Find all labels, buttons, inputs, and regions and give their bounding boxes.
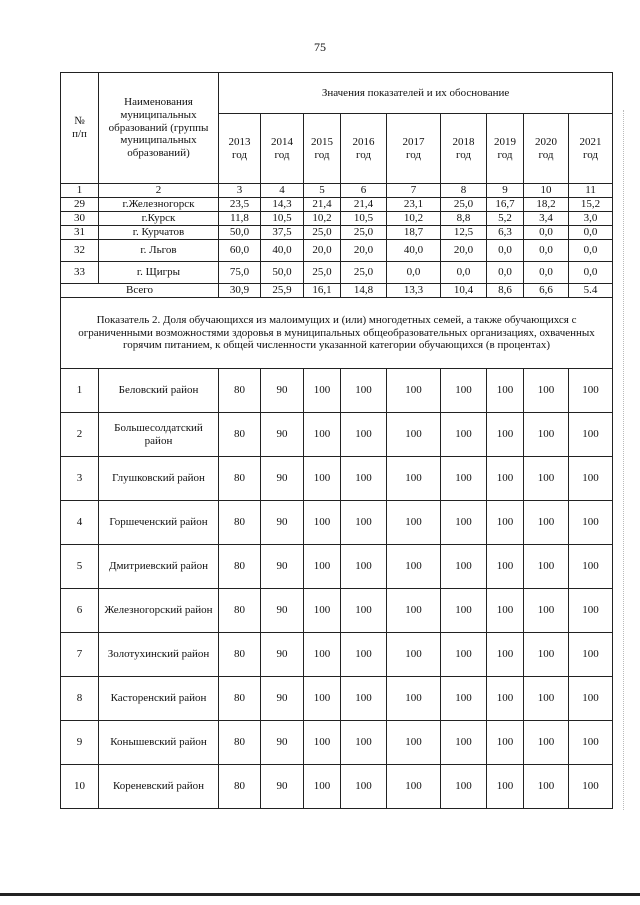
row-num: 3 — [61, 457, 99, 501]
row-value: 80 — [219, 677, 261, 721]
row-value: 100 — [569, 765, 613, 809]
row-value: 100 — [387, 501, 441, 545]
row-value: 100 — [304, 633, 341, 677]
row-value: 100 — [524, 589, 569, 633]
column-numbers-row — [61, 184, 613, 198]
row-value: 80 — [219, 369, 261, 413]
column-number: 2 — [99, 184, 219, 198]
row-value: 100 — [487, 413, 524, 457]
row-value: 100 — [487, 589, 524, 633]
total-value: 14,8 — [341, 284, 387, 298]
row-value: 90 — [261, 677, 304, 721]
row-value: 80 — [219, 633, 261, 677]
row-name: г.Курск — [99, 212, 219, 226]
row-name: Кореневский район — [99, 765, 219, 809]
row-value: 25,0 — [441, 198, 487, 212]
row-value: 90 — [261, 633, 304, 677]
table-row — [61, 226, 613, 240]
year-unit: год — [538, 148, 554, 161]
row-value: 100 — [387, 633, 441, 677]
row-value: 0,0 — [569, 226, 613, 240]
row-value: 100 — [569, 413, 613, 457]
row-value: 23,5 — [219, 198, 261, 212]
row-value: 100 — [487, 545, 524, 589]
row-value: 90 — [261, 413, 304, 457]
row-value: 100 — [569, 545, 613, 589]
row-value: 100 — [524, 369, 569, 413]
header-year — [487, 114, 524, 184]
row-value: 90 — [261, 369, 304, 413]
row-num: 2 — [61, 413, 99, 457]
row-value: 90 — [261, 545, 304, 589]
row-value: 100 — [304, 501, 341, 545]
row-num: 31 — [61, 226, 99, 240]
row-value: 100 — [341, 369, 387, 413]
row-value: 80 — [219, 545, 261, 589]
table-row — [61, 457, 613, 501]
header-year — [219, 114, 261, 184]
row-name: г. Курчатов — [99, 226, 219, 240]
column-number: 5 — [304, 184, 341, 198]
row-value: 14,3 — [261, 198, 304, 212]
row-value: 100 — [441, 765, 487, 809]
row-value: 100 — [569, 457, 613, 501]
column-number: 1 — [61, 184, 99, 198]
row-value: 18,2 — [524, 198, 569, 212]
row-value: 100 — [304, 457, 341, 501]
total-label: Всего — [61, 284, 219, 298]
row-value: 100 — [387, 589, 441, 633]
section-title: Показатель 2. Доля обучающихся из малоимущих и (или) многодетных семей, а также обучающихся с ограниченными возможностями здоровья в муниципальных общеобразовательных организациях, охваченных горячим питанием, к общей численности указанной категории обучающихся (в процентах) — [61, 298, 613, 369]
row-name: Золотухинский район — [99, 633, 219, 677]
year-label: 2015 — [311, 135, 333, 148]
year-unit: год — [314, 148, 330, 161]
header-year — [387, 114, 441, 184]
row-name: Дмитриевский район — [99, 545, 219, 589]
header-year — [304, 114, 341, 184]
scan-margin-marks — [623, 110, 625, 810]
row-value: 80 — [219, 501, 261, 545]
section-row — [61, 298, 613, 369]
row-value: 0,0 — [487, 262, 524, 284]
row-value: 0,0 — [524, 226, 569, 240]
row-value: 16,7 — [487, 198, 524, 212]
header-name: Наименования муниципальных образований (группы муниципальных образований) — [99, 73, 219, 184]
row-value: 100 — [524, 501, 569, 545]
row-value: 80 — [219, 765, 261, 809]
year-unit: год — [274, 148, 290, 161]
row-value: 23,1 — [387, 198, 441, 212]
page-number: 75 — [314, 40, 326, 54]
row-value: 100 — [487, 369, 524, 413]
table-row — [61, 545, 613, 589]
row-num: 30 — [61, 212, 99, 226]
header-year — [524, 114, 569, 184]
row-value: 100 — [487, 765, 524, 809]
total-value: 30,9 — [219, 284, 261, 298]
row-value: 25,0 — [304, 262, 341, 284]
row-value: 6,3 — [487, 226, 524, 240]
year-unit: год — [405, 148, 422, 161]
year-label: 2019 — [494, 135, 516, 148]
row-value: 100 — [304, 677, 341, 721]
row-value: 11,8 — [219, 212, 261, 226]
row-value: 18,7 — [387, 226, 441, 240]
row-value: 80 — [219, 589, 261, 633]
row-name: Касторенский район — [99, 677, 219, 721]
row-value: 0,0 — [387, 262, 441, 284]
column-number: 11 — [569, 184, 613, 198]
total-value: 10,4 — [441, 284, 487, 298]
row-name: г. Льгов — [99, 240, 219, 262]
row-value: 80 — [219, 721, 261, 765]
row-num: 4 — [61, 501, 99, 545]
row-value: 40,0 — [387, 240, 441, 262]
row-num: 29 — [61, 198, 99, 212]
row-value: 100 — [441, 633, 487, 677]
row-value: 3,0 — [569, 212, 613, 226]
table-row — [61, 677, 613, 721]
row-value: 0,0 — [569, 262, 613, 284]
header-year — [261, 114, 304, 184]
header-row — [61, 73, 613, 114]
row-value: 100 — [441, 501, 487, 545]
row-name: Большесолдатский район — [99, 413, 219, 457]
row-value: 15,2 — [569, 198, 613, 212]
total-value: 6,6 — [524, 284, 569, 298]
year-label: 2018 — [452, 135, 475, 148]
row-value: 100 — [524, 545, 569, 589]
row-name: Железногорский район — [99, 589, 219, 633]
row-name: Беловский район — [99, 369, 219, 413]
row-value: 100 — [524, 677, 569, 721]
header-num: № п/п — [61, 73, 99, 184]
table-row — [61, 262, 613, 284]
row-value: 100 — [304, 765, 341, 809]
row-num: 6 — [61, 589, 99, 633]
row-value: 100 — [524, 721, 569, 765]
table-row — [61, 589, 613, 633]
row-value: 21,4 — [304, 198, 341, 212]
row-value: 100 — [341, 677, 387, 721]
row-num: 8 — [61, 677, 99, 721]
header-year — [569, 114, 613, 184]
row-value: 10,2 — [387, 212, 441, 226]
year-unit: год — [455, 148, 472, 161]
row-value: 100 — [341, 721, 387, 765]
row-name: г.Железногорск — [99, 198, 219, 212]
year-label: 2014 — [271, 135, 293, 148]
row-num: 33 — [61, 262, 99, 284]
row-value: 100 — [441, 589, 487, 633]
row-value: 100 — [341, 633, 387, 677]
row-num: 9 — [61, 721, 99, 765]
row-value: 100 — [524, 633, 569, 677]
row-num: 10 — [61, 765, 99, 809]
row-value: 50,0 — [219, 226, 261, 240]
table-row — [61, 413, 613, 457]
row-name: Конышевский район — [99, 721, 219, 765]
row-num: 7 — [61, 633, 99, 677]
row-value: 75,0 — [219, 262, 261, 284]
row-value: 20,0 — [341, 240, 387, 262]
row-value: 0,0 — [441, 262, 487, 284]
row-value: 90 — [261, 457, 304, 501]
row-value: 100 — [387, 545, 441, 589]
row-value: 100 — [387, 457, 441, 501]
row-value: 40,0 — [261, 240, 304, 262]
column-number: 9 — [487, 184, 524, 198]
bottom-rule — [0, 893, 640, 896]
row-value: 100 — [341, 413, 387, 457]
table-row — [61, 198, 613, 212]
year-label: 2013 — [228, 135, 251, 148]
row-value: 0,0 — [569, 240, 613, 262]
row-value: 20,0 — [304, 240, 341, 262]
table-row — [61, 721, 613, 765]
year-unit: год — [355, 148, 372, 161]
row-value: 90 — [261, 765, 304, 809]
row-value: 60,0 — [219, 240, 261, 262]
row-name: г. Щигры — [99, 262, 219, 284]
row-value: 21,4 — [341, 198, 387, 212]
total-value: 25,9 — [261, 284, 304, 298]
row-name: Горшеченский район — [99, 501, 219, 545]
row-value: 0,0 — [487, 240, 524, 262]
year-unit: год — [497, 148, 513, 161]
total-value: 5.4 — [569, 284, 613, 298]
table-row — [61, 765, 613, 809]
row-value: 3,4 — [524, 212, 569, 226]
row-value: 10,5 — [261, 212, 304, 226]
table-row — [61, 633, 613, 677]
row-value: 25,0 — [341, 226, 387, 240]
row-value: 80 — [219, 457, 261, 501]
year-label: 2021 — [579, 135, 602, 148]
row-value: 80 — [219, 413, 261, 457]
row-value: 12,5 — [441, 226, 487, 240]
row-value: 100 — [341, 501, 387, 545]
row-name: Глушковский район — [99, 457, 219, 501]
row-value: 100 — [441, 677, 487, 721]
row-value: 100 — [387, 677, 441, 721]
column-number: 8 — [441, 184, 487, 198]
row-value: 100 — [387, 765, 441, 809]
row-num: 5 — [61, 545, 99, 589]
row-value: 100 — [487, 633, 524, 677]
row-value: 100 — [441, 721, 487, 765]
row-value: 100 — [304, 545, 341, 589]
header-values: Значения показателей и их обоснование — [219, 73, 613, 114]
row-value: 90 — [261, 721, 304, 765]
table-row — [61, 212, 613, 226]
row-value: 90 — [261, 589, 304, 633]
year-unit: год — [583, 148, 599, 161]
row-value: 100 — [387, 721, 441, 765]
row-value: 100 — [569, 633, 613, 677]
row-value: 10,5 — [341, 212, 387, 226]
header-year — [341, 114, 387, 184]
year-unit: год — [231, 148, 248, 161]
header-year — [441, 114, 487, 184]
indicators-table — [60, 72, 613, 809]
column-number: 3 — [219, 184, 261, 198]
row-value: 8,8 — [441, 212, 487, 226]
row-value: 100 — [304, 413, 341, 457]
row-value: 0,0 — [524, 240, 569, 262]
row-value: 37,5 — [261, 226, 304, 240]
row-value: 100 — [304, 721, 341, 765]
table-row — [61, 501, 613, 545]
total-value: 13,3 — [387, 284, 441, 298]
row-value: 100 — [341, 765, 387, 809]
year-label: 2016 — [352, 135, 375, 148]
row-value: 100 — [569, 589, 613, 633]
table-header — [61, 73, 613, 198]
row-value: 100 — [487, 721, 524, 765]
row-value: 100 — [524, 457, 569, 501]
table-row — [61, 369, 613, 413]
row-value: 100 — [487, 457, 524, 501]
row-value: 100 — [441, 457, 487, 501]
year-label: 2017 — [402, 135, 425, 148]
column-number: 6 — [341, 184, 387, 198]
table-row — [61, 240, 613, 262]
row-value: 100 — [441, 369, 487, 413]
row-value: 100 — [387, 369, 441, 413]
row-value: 100 — [569, 677, 613, 721]
row-value: 100 — [524, 413, 569, 457]
row-value: 20,0 — [441, 240, 487, 262]
row-num: 32 — [61, 240, 99, 262]
row-value: 100 — [569, 369, 613, 413]
row-value: 100 — [387, 413, 441, 457]
row-value: 5,2 — [487, 212, 524, 226]
row-value: 100 — [569, 721, 613, 765]
row-value: 100 — [341, 457, 387, 501]
row-value: 100 — [441, 413, 487, 457]
row-value: 90 — [261, 501, 304, 545]
row-value: 100 — [341, 589, 387, 633]
column-number: 4 — [261, 184, 304, 198]
row-num: 1 — [61, 369, 99, 413]
row-value: 10,2 — [304, 212, 341, 226]
row-value: 100 — [441, 545, 487, 589]
row-value: 25,0 — [304, 226, 341, 240]
year-label: 2020 — [535, 135, 557, 148]
total-value: 16,1 — [304, 284, 341, 298]
row-value: 50,0 — [261, 262, 304, 284]
row-value: 100 — [487, 501, 524, 545]
row-value: 100 — [304, 589, 341, 633]
total-value: 8,6 — [487, 284, 524, 298]
column-number: 10 — [524, 184, 569, 198]
row-value: 100 — [569, 501, 613, 545]
total-row — [61, 284, 613, 298]
row-value: 0,0 — [524, 262, 569, 284]
row-value: 25,0 — [341, 262, 387, 284]
row-value: 100 — [304, 369, 341, 413]
row-value: 100 — [341, 545, 387, 589]
column-number: 7 — [387, 184, 441, 198]
table-body — [61, 198, 613, 809]
row-value: 100 — [524, 765, 569, 809]
row-value: 100 — [487, 677, 524, 721]
